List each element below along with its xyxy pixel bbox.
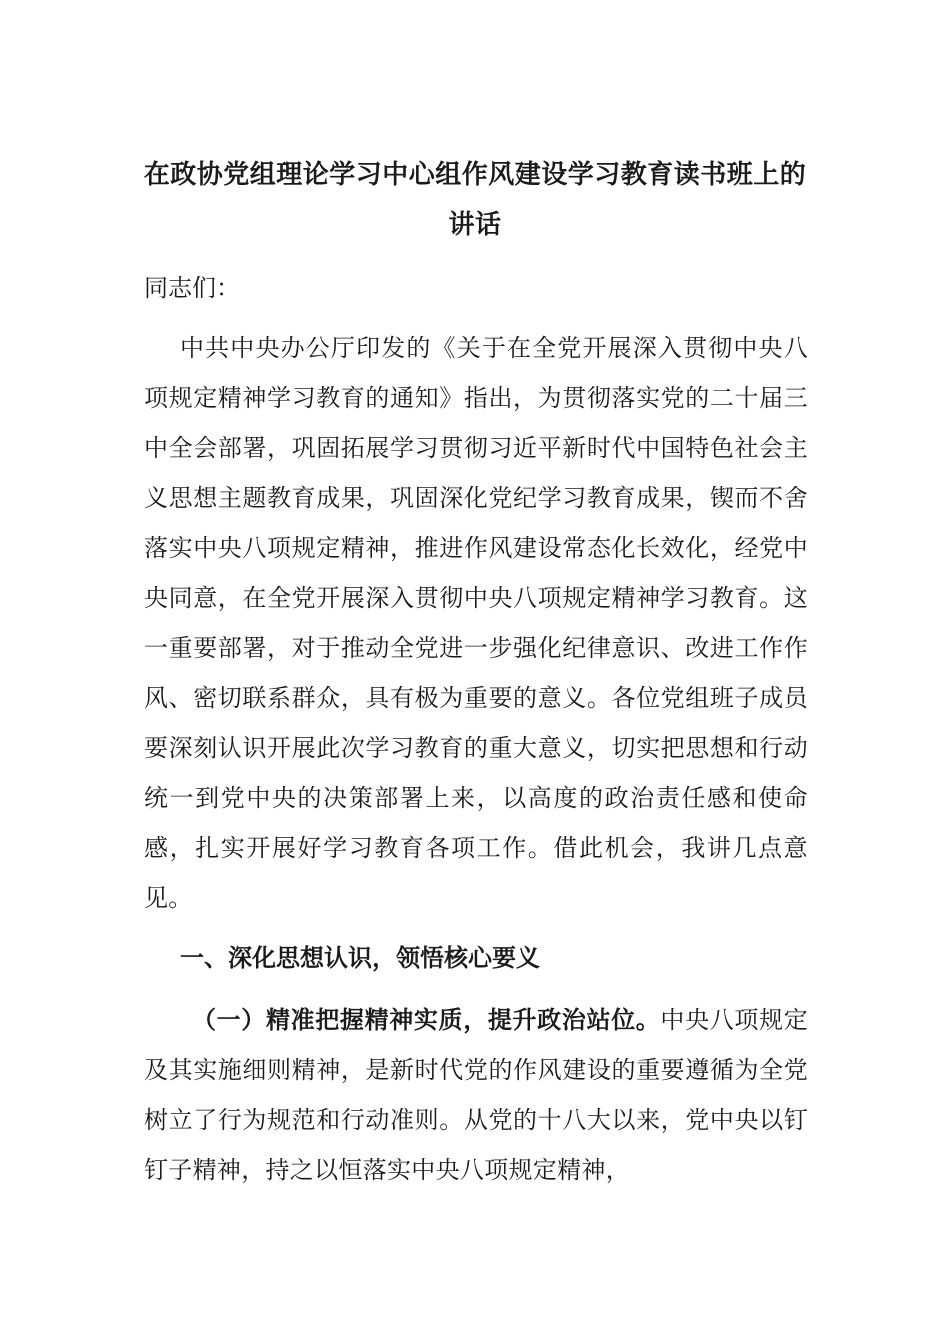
salutation: 同志们：: [144, 274, 240, 302]
section-heading-1: 一、深化思想认识，领悟核心要义: [180, 944, 540, 972]
paragraph-section-1-1: [144, 995, 808, 1195]
paragraph-intro: 中共中央办公厅印发的《关于在全党开展深入贯彻中央八项规定精神学习教育的通知》指出，为贯彻落实党的二十届三中全会部署，巩固拓展学习贯彻习近平新时代中国特色社会主义思想主题教育成果，巩固深化党纪学习教育成果，锲而不舍落实中央八项规定精神，推进作风建设常态化长效化，经党中央同意，在全党开展深入贯彻中央八项规定精神学习教育。这一重要部署，对于推动全党进一步强化纪律意识、改进工作作风、密切联系群众，具有极为重要的意义。各位党组班子成员要深刻认识开展此次学习教育的重大意义，切实把思想和行动统一到党中央的决策部署上来，以高度的政治责任感和使命感，扎实开展好学习教育各项工作。借此机会，我讲几点意见。: [144, 334, 808, 912]
document-title: 在政协党组理论学习中心组作风建设学习教育读书班上的讲话: [143, 160, 807, 240]
paragraph-body-text: 中央八项规定及其实施细则精神，是新时代党的作风建设的重要遵循为全党树立了行为规范和行动准则。从党的十八大以来，党中央以钉钉子精神，持之以恒落实中央八项规定精神，: [144, 1006, 808, 1184]
paragraph-lead-bold: （一）精准把握精神实质，提升政治站位。: [192, 1006, 661, 1034]
